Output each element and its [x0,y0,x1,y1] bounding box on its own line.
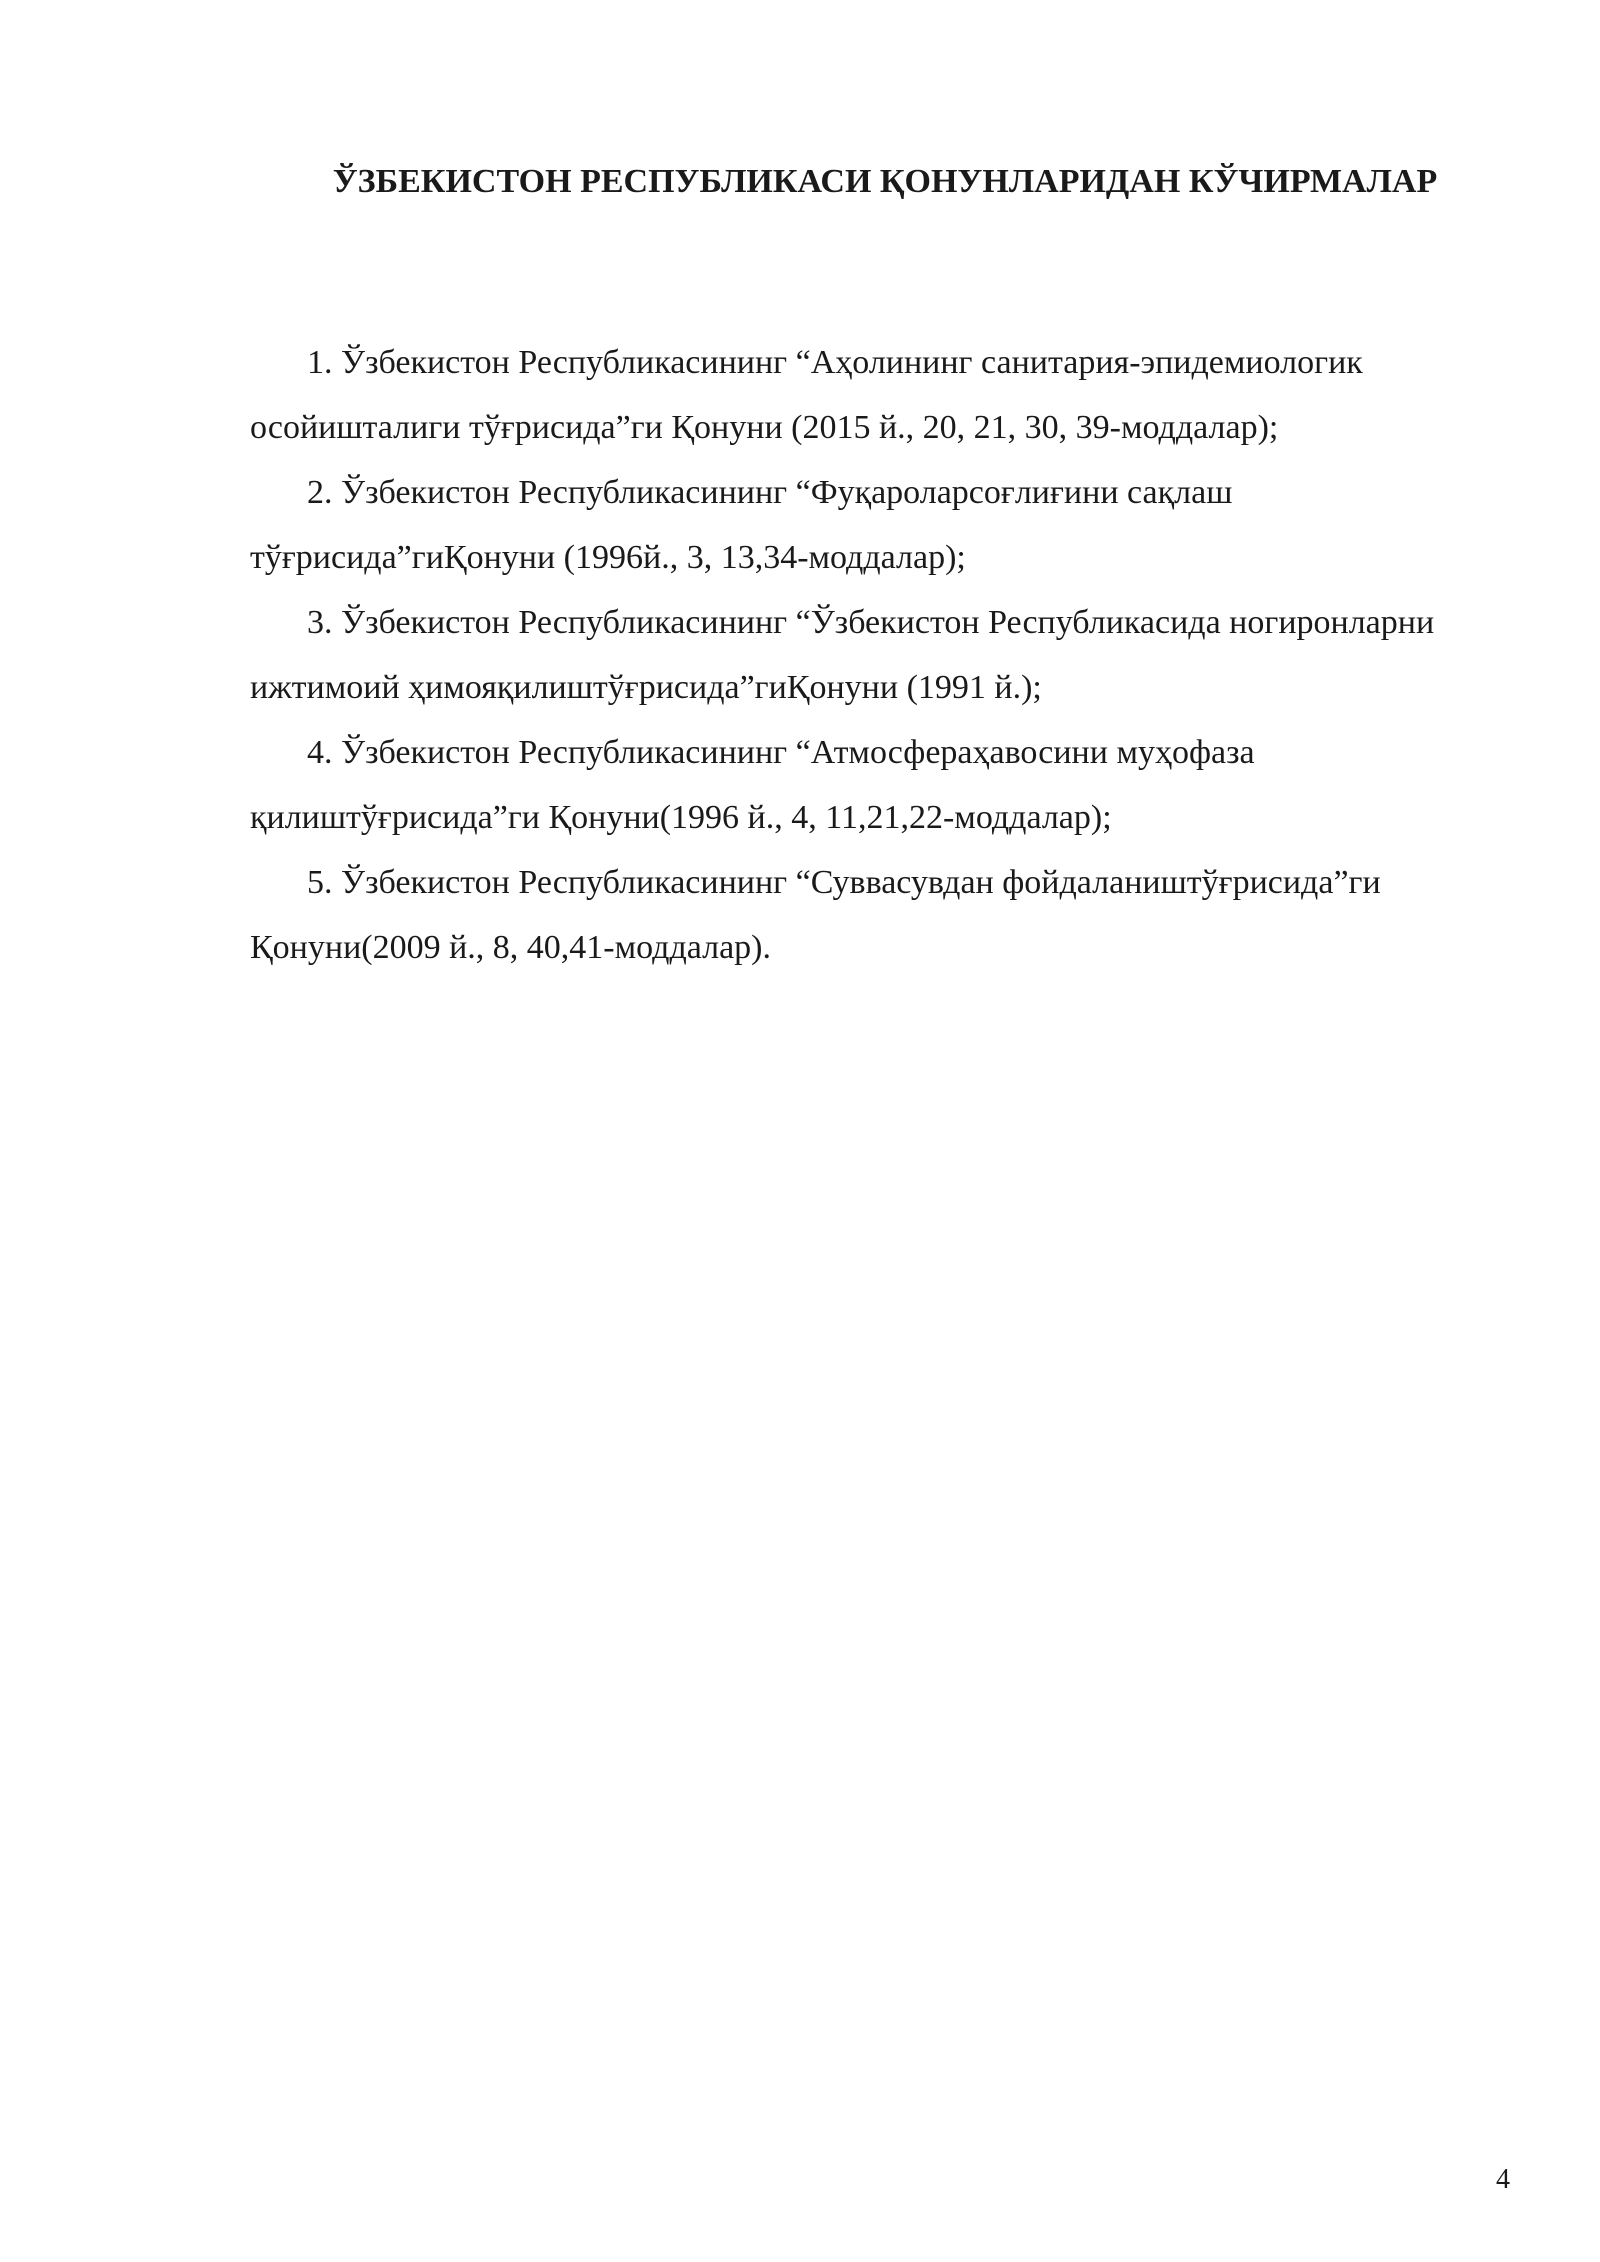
list-item: 2. Ўзбекистон Республикасининг “Фуқароларсоғлиғини сақлаш тўғрисида”гиҚонуни (1996й., 3, 13,34-моддалар); [250,474,1233,576]
page-number: 4 [1496,2164,1510,2195]
list-item: 4. Ўзбекистон Республикасининг “Атмосфераҳавосини муҳофаза қилиштўғрисида”ги Қонуни(1996 й., 4, 11,21,22-моддалар); [250,734,1255,836]
list-item: 3. Ўзбекистон Республикасининг “Ўзбекистон Республикасида ногиронларни ижтимоий ҳимояқилиштўғрисида”гиҚонуни (1991 й.); [250,604,1435,706]
list-item: 1. Ўзбекистон Республикасининг “Аҳолининг санитария-эпидемиологик осойишталиги тўғрисида”ги Қонуни (2015 й., 20, 21, 30, 39-моддалар); [250,344,1363,446]
list-item: 5. Ўзбекистон Республикасининг “Суввасувдан фойдалаништўғрисида”ги Қонуни(2009 й., 8, 40,41-моддалар). [250,864,1381,966]
page-title: ЎЗБЕКИСТОН РЕСПУБЛИКАСИ ҚОНУНЛАРИДАН КЎЧИРМАЛАР [332,163,1438,200]
law-list [250,330,1520,980]
